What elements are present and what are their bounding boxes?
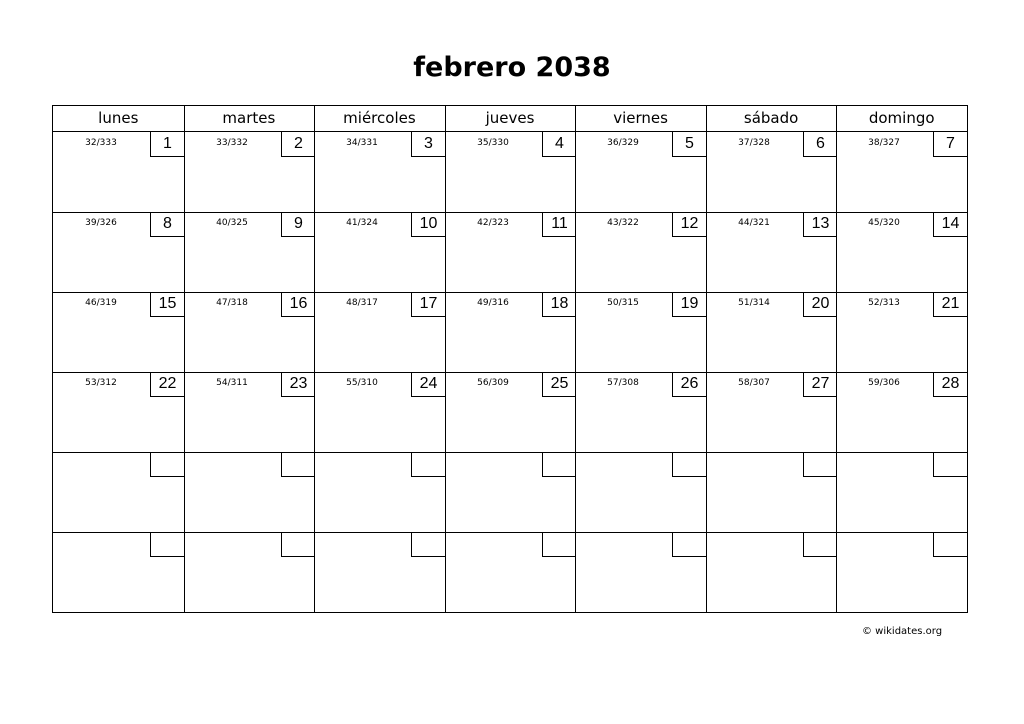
day-cell[interactable] <box>706 132 837 212</box>
day-cell[interactable] <box>836 532 967 612</box>
day-cell[interactable] <box>575 132 706 212</box>
week-day-of-year-label: 52/313 <box>868 298 900 308</box>
day-number-box: 3 <box>411 132 445 157</box>
day-cell[interactable] <box>314 532 445 612</box>
day-cell[interactable] <box>184 452 315 532</box>
day-cell[interactable] <box>445 212 576 292</box>
week-day-of-year-label: 40/325 <box>216 218 248 228</box>
day-number-box: 19 <box>672 292 706 317</box>
day-number-box <box>281 532 315 557</box>
week-day-of-year-label: 55/310 <box>346 378 378 388</box>
week-day-of-year-label: 36/329 <box>607 138 639 148</box>
day-cell[interactable] <box>184 292 315 372</box>
day-number-box: 7 <box>933 132 967 157</box>
week-day-of-year-label: 53/312 <box>85 378 117 388</box>
day-cell[interactable] <box>445 532 576 612</box>
day-cell[interactable] <box>836 452 967 532</box>
week-day-of-year-label: 59/306 <box>868 378 900 388</box>
day-number-box: 12 <box>672 212 706 237</box>
day-cell[interactable] <box>706 212 837 292</box>
week-day-of-year-label: 33/332 <box>216 138 248 148</box>
week-day-of-year-label: 47/318 <box>216 298 248 308</box>
day-number-box <box>933 452 967 477</box>
day-number-box: 20 <box>803 292 837 317</box>
day-number-box: 15 <box>150 292 184 317</box>
day-number-box <box>803 452 837 477</box>
weekday-header-row <box>53 106 967 132</box>
day-number-box: 2 <box>281 132 315 157</box>
week-day-of-year-label: 45/320 <box>868 218 900 228</box>
day-cell[interactable] <box>314 292 445 372</box>
day-cell[interactable] <box>445 452 576 532</box>
day-number-box <box>411 532 445 557</box>
day-cell[interactable] <box>575 372 706 452</box>
week-day-of-year-label: 56/309 <box>477 378 509 388</box>
week-day-of-year-label: 44/321 <box>738 218 770 228</box>
day-cell[interactable] <box>575 212 706 292</box>
week-day-of-year-label: 39/326 <box>85 218 117 228</box>
day-cell[interactable] <box>184 212 315 292</box>
week-day-of-year-label: 48/317 <box>346 298 378 308</box>
day-number-box: 14 <box>933 212 967 237</box>
day-number-box <box>411 452 445 477</box>
weekday-header-6: domingo <box>868 109 935 127</box>
day-cell[interactable] <box>575 452 706 532</box>
day-number-box <box>150 452 184 477</box>
day-cell[interactable] <box>706 372 837 452</box>
week-day-of-year-label: 34/331 <box>346 138 378 148</box>
day-cell[interactable] <box>575 292 706 372</box>
day-cell[interactable] <box>314 452 445 532</box>
week-day-of-year-label: 49/316 <box>477 298 509 308</box>
day-number-box: 26 <box>672 372 706 397</box>
day-number-box: 21 <box>933 292 967 317</box>
day-cell[interactable] <box>184 532 315 612</box>
day-number-box <box>542 452 576 477</box>
day-number-box: 1 <box>150 132 184 157</box>
day-cell[interactable] <box>445 292 576 372</box>
week-day-of-year-label: 50/315 <box>607 298 639 308</box>
weekday-header-4: viernes <box>613 109 668 127</box>
day-number-box <box>803 532 837 557</box>
day-cell[interactable] <box>184 372 315 452</box>
day-number-box: 24 <box>411 372 445 397</box>
week-day-of-year-label: 43/322 <box>607 218 639 228</box>
day-cell[interactable] <box>445 132 576 212</box>
day-cell[interactable] <box>836 372 967 452</box>
calendar-title: febrero 2038 <box>413 52 611 83</box>
week-day-of-year-label: 41/324 <box>346 218 378 228</box>
day-cell[interactable] <box>53 132 184 212</box>
day-number-box <box>542 532 576 557</box>
day-cell[interactable] <box>53 532 184 612</box>
week-day-of-year-label: 42/323 <box>477 218 509 228</box>
weekday-header-0: lunes <box>98 109 139 127</box>
day-number-box: 28 <box>933 372 967 397</box>
day-number-box: 27 <box>803 372 837 397</box>
day-number-box <box>281 452 315 477</box>
week-day-of-year-label: 51/314 <box>738 298 770 308</box>
calendar-grid <box>52 105 968 613</box>
day-number-box <box>933 532 967 557</box>
day-number-box: 13 <box>803 212 837 237</box>
day-number-box: 18 <box>542 292 576 317</box>
day-number-box: 23 <box>281 372 315 397</box>
day-number-box: 8 <box>150 212 184 237</box>
day-cell[interactable] <box>184 132 315 212</box>
day-cell[interactable] <box>706 452 837 532</box>
day-cell[interactable] <box>575 532 706 612</box>
week-day-of-year-label: 35/330 <box>477 138 509 148</box>
week-day-of-year-label: 58/307 <box>738 378 770 388</box>
day-number-box: 5 <box>672 132 706 157</box>
day-number-box: 10 <box>411 212 445 237</box>
week-day-of-year-label: 57/308 <box>607 378 639 388</box>
week-day-of-year-label: 37/328 <box>738 138 770 148</box>
day-cell[interactable] <box>706 292 837 372</box>
day-cell[interactable] <box>445 372 576 452</box>
day-cell[interactable] <box>314 132 445 212</box>
day-number-box: 11 <box>542 212 576 237</box>
day-number-box: 25 <box>542 372 576 397</box>
day-number-box: 9 <box>281 212 315 237</box>
day-number-box <box>150 532 184 557</box>
day-number-box: 17 <box>411 292 445 317</box>
day-number-box <box>672 532 706 557</box>
day-number-box: 22 <box>150 372 184 397</box>
day-cell[interactable] <box>53 452 184 532</box>
day-number-box <box>672 452 706 477</box>
week-day-of-year-label: 46/319 <box>85 298 117 308</box>
weekday-header-2: miércoles <box>343 109 416 127</box>
week-day-of-year-label: 54/311 <box>216 378 248 388</box>
day-cell[interactable] <box>314 212 445 292</box>
day-number-box: 16 <box>281 292 315 317</box>
day-cell[interactable] <box>314 372 445 452</box>
day-number-box: 6 <box>803 132 837 157</box>
weekday-header-5: sábado <box>743 109 799 127</box>
day-cell[interactable] <box>53 212 184 292</box>
week-day-of-year-label: 32/333 <box>85 138 117 148</box>
day-cell[interactable] <box>53 292 184 372</box>
week-day-of-year-label: 38/327 <box>868 138 900 148</box>
day-number-box: 4 <box>542 132 576 157</box>
day-cell[interactable] <box>706 532 837 612</box>
day-cell[interactable] <box>836 212 967 292</box>
weekday-header-3: jueves <box>485 109 535 127</box>
copyright-footer: © wikidates.org <box>862 626 943 637</box>
day-cell[interactable] <box>53 372 184 452</box>
weekday-header-1: martes <box>222 109 276 127</box>
day-cell[interactable] <box>836 132 967 212</box>
day-cell[interactable] <box>836 292 967 372</box>
